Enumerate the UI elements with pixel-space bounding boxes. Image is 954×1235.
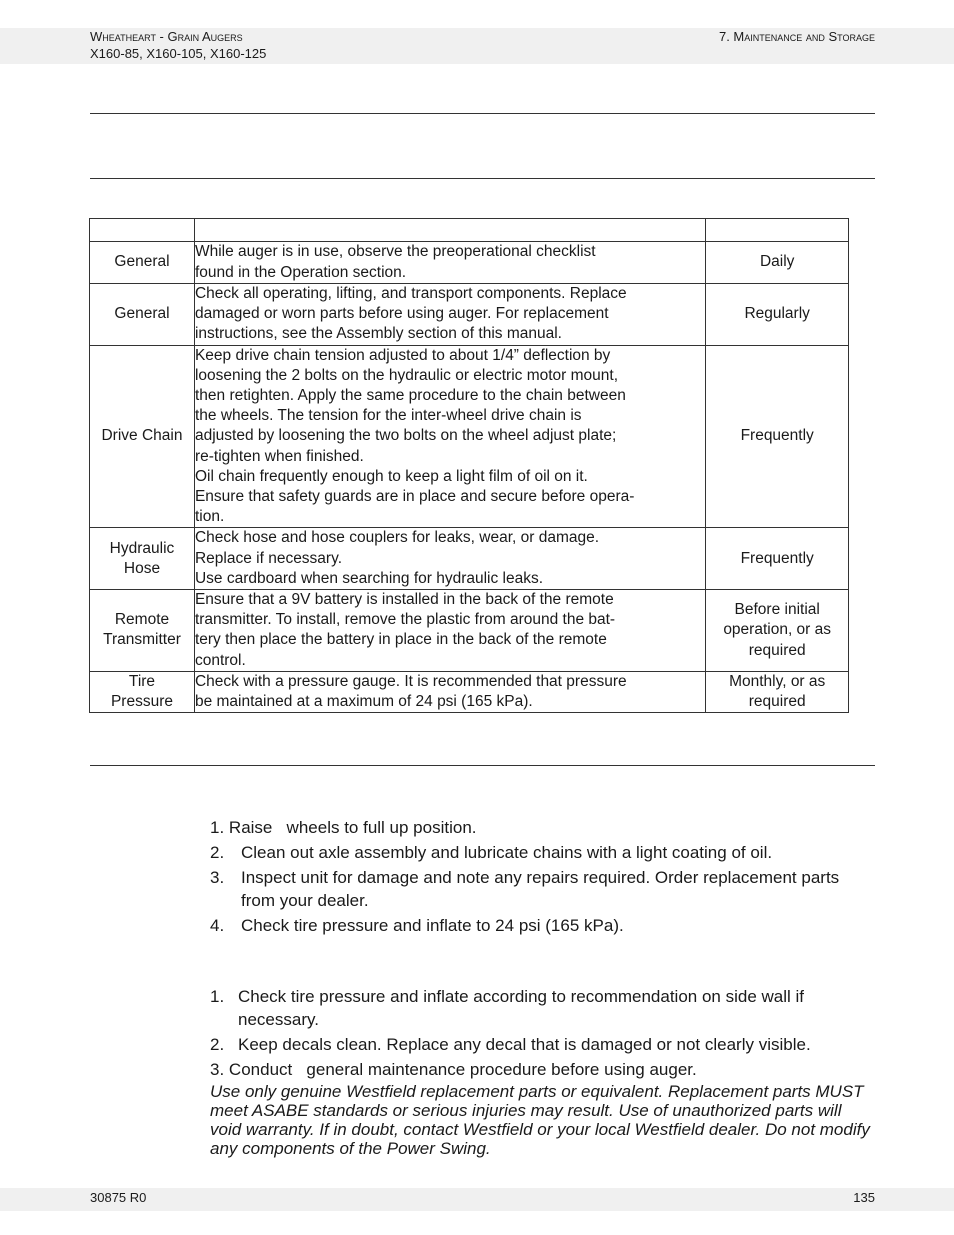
page-footer [0,1188,954,1211]
table-body [90,242,849,713]
list-item [210,1034,875,1057]
description-line: control. [194,651,246,669]
header-left [90,28,266,62]
description-line: the wheels. The tension for the inter-wheel drive chain is [194,407,582,425]
step-text: Clean out axle assembly and lubricate chains with a light coating of oil. [241,843,773,862]
frequency-cell: Frequently [706,528,849,590]
step-number: 1. [210,818,225,837]
description-line: adjusted by loosening the two bolts on the wheel adjust plate; [194,427,617,445]
header-cell [194,219,705,242]
header-cell [706,219,849,242]
table-row [90,671,849,712]
header-section: 7. Maintenance and Storage [718,29,875,44]
description-line: loosening the 2 bolts on the hydraulic or electric motor mount, [194,366,619,384]
frequency-cell: Monthly, or as required [706,671,849,712]
list-item [210,842,875,865]
step-number: 2. [210,843,225,862]
table-row [90,528,849,590]
list-item [210,867,875,912]
header-title: Wheatheart - Grain Augers [90,29,243,44]
list-item [210,986,875,1031]
description-line: instructions, see the Assembly section of this manual. [194,325,562,343]
section-divider [90,113,875,114]
list-item [210,1059,875,1082]
description-line: Check all operating, lifting, and transport components. Replace [194,285,627,302]
step-text: Inspect unit for damage and note any repairs required. Order replacement parts from your dealer. [241,868,844,910]
step-number: 2. [210,1034,225,1054]
description-line: re-tighten when finished. [194,447,364,465]
component-cell: General [90,242,195,284]
header-models: X160-85, X160-105, X160-125 [90,46,267,61]
component-cell: General [90,284,195,346]
description-cell [194,242,705,284]
component-cell: Hydraulic Hose [90,528,195,590]
description-cell [194,590,705,672]
page-number: 135 [853,1190,875,1205]
step-number: 3. [210,1059,225,1079]
description-line: Use cardboard when searching for hydraulic leaks. [194,569,544,587]
step-text: Keep decals clean. Replace any decal that is damaged or not clearly visible. [238,1034,811,1054]
component-cell: Remote Transmitter [90,590,195,672]
header-cell [90,219,195,242]
component-cell: Drive Chain [90,345,195,528]
section-divider [90,765,875,766]
description-line: tery then place the battery in place in the back of the remote [194,631,607,649]
description-cell [194,528,705,590]
description-line: tion. [194,508,225,526]
frequency-cell: Before initial operation, or as required [706,590,849,672]
step-number: 3. [210,868,225,887]
doc-number: 30875 R0 [90,1190,147,1205]
step-text: Raise wheels to full up position. [228,818,477,837]
step-number: 4. [210,915,225,935]
table-row [90,345,849,528]
description-line: Ensure that safety guards are in place and secure before opera- [194,488,635,506]
description-line: While auger is in use, observe the preoperational checklist [194,243,596,261]
description-line: Replace if necessary. [194,549,342,567]
component-cell: Tire Pressure [90,671,195,712]
frequency-cell: Frequently [706,345,849,528]
table-header-row [90,219,849,242]
step-text: Check tire pressure and inflate according to recommendation on side wall if necessary. [238,987,809,1029]
description-line: found in the Operation section. [194,263,407,281]
table-row [90,242,849,284]
step-text: Check tire pressure and inflate to 24 psi (165 kPa). [241,915,624,935]
description-cell [194,345,705,528]
description-line: Keep drive chain tension adjusted to about 1/4” deflection by [194,346,611,364]
maintenance-schedule-table [89,218,849,713]
removal-steps-list [210,986,875,1084]
description-line: then retighten. Apply the same procedure to the chain between [194,387,626,405]
list-item [210,817,875,840]
description-line: transmitter. To install, remove the plastic from around the bat- [194,611,616,629]
table-row [90,284,849,346]
storage-steps-list [210,817,875,940]
description-line: Ensure that a 9V battery is installed in the back of the remote [194,591,614,609]
parts-note: Use only genuine Westfield replacement parts or equivalent. Replacement parts MUST meet ASABE standards or serious injuries may result. Use of unauthorized parts will void warranty. If in doubt, contact Westfield or your local Westfield dealer. Do not modify any components of the Power Swing. [210,1082,870,1158]
table-row [90,590,849,672]
list-item [210,915,875,938]
step-text: Conduct general maintenance procedure before using auger. [228,1059,697,1079]
page-header [0,28,954,64]
frequency-cell: Daily [706,242,849,284]
description-line: Oil chain frequently enough to keep a light film of oil on it. [194,467,588,485]
section-divider [90,178,875,179]
description-cell [194,671,705,712]
description-line: damaged or worn parts before using auger. For replacement [194,305,609,323]
description-line: Check with a pressure gauge. It is recommended that pressure [194,672,627,690]
step-number: 1. [210,987,225,1006]
description-line: Check hose and hose couplers for leaks, wear, or damage. [194,529,600,547]
description-cell [194,284,705,346]
frequency-cell: Regularly [706,284,849,346]
description-line: be maintained at a maximum of 24 psi (165 kPa). [194,693,533,711]
